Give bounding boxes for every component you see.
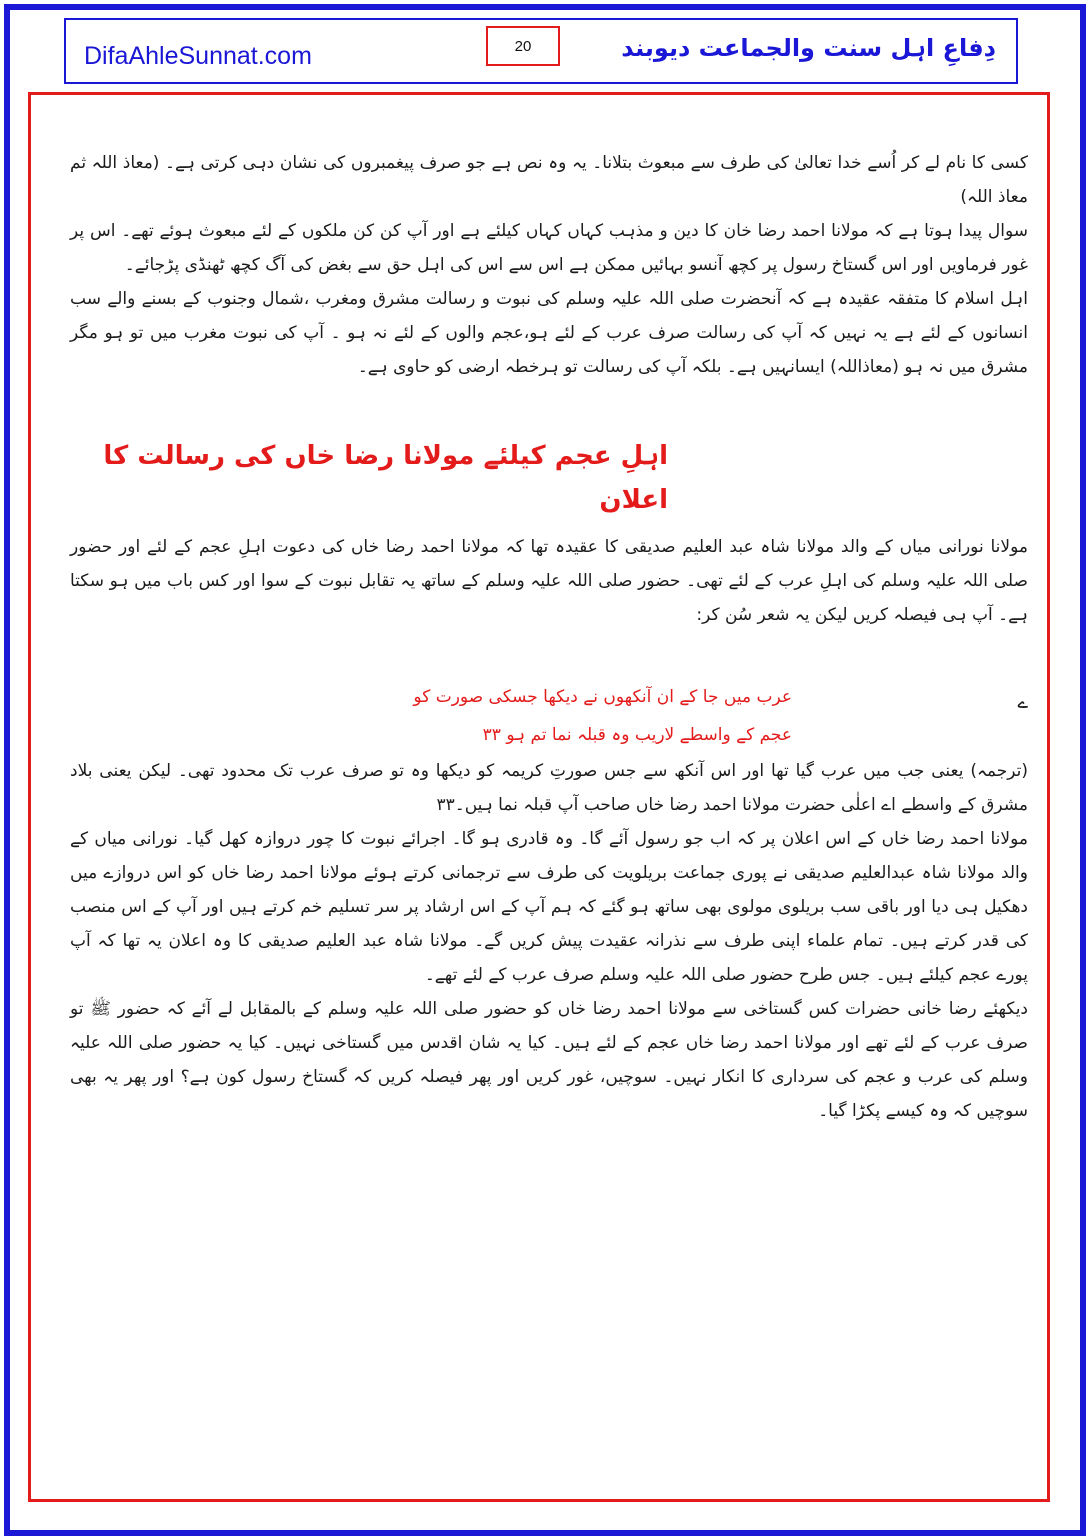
page-number: 20 [486,26,560,66]
paragraph-7: دیکھئے رضا خانی حضرات کس گستاخی سے مولانا احمد رضا خاں کو حضور صلی اللہ علیہ وسلم کے بالمقابل لے آئے کہ حضور ﷺ تو صرف عرب کے لئے تھے اور مولانا احمد رضا خاں عجم کے لئے ہیں۔ کیا یہ شان اقدس میں گستاخی نہیں۔ کیا یہ حضور صلی اللہ علیہ وسلم کی عرب و عجم کی سرداری کا انکار نہیں۔ سوچیں، غور کریں اور پھر فیصلہ کریں کہ گستاخ رسول کون ہے؟ اور پھر یہ بھی سوچیں کہ وہ کیسے پکڑا گیا۔ [70,999,1028,1121]
section-heading: اہلِ عجم کیلئے مولانا رضا خاں کی رسالت کا اعلان [103,441,668,515]
page-header [64,18,1018,84]
paragraph-6: مولانا احمد رضا خاں کے اس اعلان پر کہ اب جو رسول آئے گا۔ وہ قادری ہو گا۔ اجرائے نبوت کا چور دروازہ کھل گیا۔ نورانی میاں کے والد مولانا شاہ عبدالعلیم صدیقی نے پوری جماعت بریلویت کی طرف سے ترجمانی کرتے ہوئے مولانا احمد رضا خاں کو اس دروازے میں دھکیل ہی دیا اور باقی سب بریلوی مولوی بھی ساتھ ہو گئے کہ ہم آپ کے اس ارشاد پر سر تسلیم خم کرتے ہیں اور آپ کے اس منصب کی قدر کرتے ہیں۔ تمام علماء اپنی طرف سے نذرانہ عقیدت پیش کریں گے۔ مولانا شاہ عبد العلیم صدیقی کا وہ اعلان یہ تھا کہ آپ پورے عجم کیلئے ہیں۔ جس طرح حضور صلی اللہ علیہ وسلم صرف عرب کے لئے تھے۔ [70,829,1028,985]
poem [70,678,1028,754]
paragraph-2: سوال پیدا ہوتا ہے کہ مولانا احمد رضا خان کا دین و مذہب کہاں کہاں کیلئے ہے اور آپ کن کن ملکوں کے لئے مبعوث ہوئے تھے۔ اس پر غور فرماویں اور اس گستاخ رسول پر کچھ آنسو بہائیں ممکن ہے اس سے اس کی اہل حق سے بغض کی آگ کچھ ٹھنڈی پڑجائے۔ [70,221,1028,275]
paragraph-4: مولانا نورانی میاں کے والد مولانا شاہ عبد العلیم صدیقی کا عقیدہ تھا کہ مولانا احمد رضا خاں کی دعوت اہلِ عجم کے لئے اور حضور صلی اللہ علیہ وسلم کی اہلِ عرب کے لئے تھی۔ حضور صلی اللہ علیہ وسلم کے ساتھ یہ تقابل نبوت کے سوا اور کس باب میں ہو سکتا ہے۔ آپ ہی فیصلہ کریں لیکن یہ شعر سُن کر: [70,537,1028,625]
paragraph-1: کسی کا نام لے کر اُسے خدا تعالیٰ کی طرف سے مبعوث بتلانا۔ یہ وہ نص ہے جو صرف پیغمبروں کی نشان دہی کرتی ہے۔ (معاذ اللہ ثم معاذ اللہ) [70,153,1028,207]
paragraph-3: اہل اسلام کا متفقہ عقیدہ ہے کہ آنحضرت صلی اللہ علیہ وسلم کی نبوت و رسالت مشرق ومغرب ،شمال وجنوب کے بسنے والے سب انسانوں کے لئے ہے یہ نہیں کہ آپ کی رسالت صرف عرب کے لئے ہو،عجم والوں کے لئے نہ ہو ۔ آپ کی نبوت مغرب میں تو ہو مگر مشرق میں نہ ہو (معاذاللہ) ایسانہیں ہے۔ بلکہ آپ کی رسالت تو ہرخطہ ارضی کو حاوی ہے۔ [70,289,1028,377]
paragraph-translation: (ترجمہ) یعنی جب میں عرب گیا تھا اور اس آنکھ سے جس صورتِ کریمہ کو دیکھا وہ تو صرف عرب تک محدود تھی۔ لیکن یعنی بلاد مشرق کے واسطے اے اعلٰی حضرت مولانا احمد رضا خاں صاحب آپ قبلہ نما ہیں۔۳۳ [70,761,1028,815]
poem-line-1: عرب میں جا کے ان آنکھوں نے دیکھا جسکی صورت کو [413,687,792,707]
poem-line-2: عجم کے واسطے لاریب وہ قبلہ نما تم ہو ۳۳ [482,725,792,745]
page-content [70,146,1028,1128]
poem-mark: ے [1017,692,1028,713]
site-name[interactable]: DifaAhleSunnat.com [84,42,312,70]
header-title: دِفاعِ اہل سنت والجماعت دیوبند [621,34,996,62]
